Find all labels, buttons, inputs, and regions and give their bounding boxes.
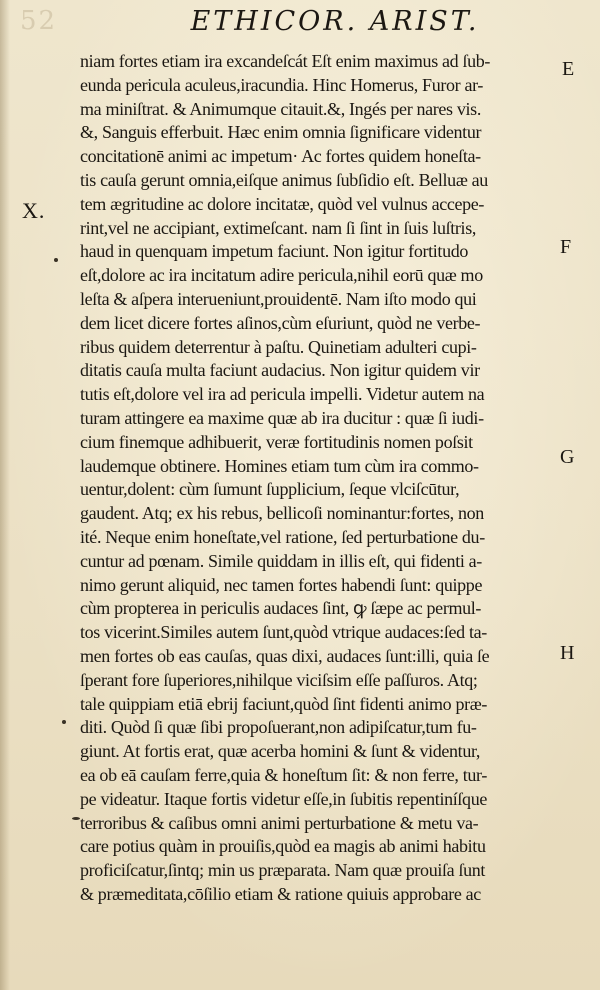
text-line: haud in quenquam impetum faciunt. Non igitur fortitudo [80,241,469,262]
text-line: ditatis cauſa multa faciunt audacius. Non igitur quidem vir [80,360,480,381]
text-line: laudemque obtinere. Homines etiam tum cùm ira commo- [80,455,479,476]
page-number: 52 [20,6,58,36]
text-line: tis cauſa gerunt omnia,eiſque animus ſubſidio eſt. Belluæ au [80,169,488,190]
margin-letter-f: F [560,236,572,258]
text-line: turam attingere ea maxime quæ ab ira ducitur : quæ ſi iudi- [80,407,484,428]
page-gutter-shadow [0,0,10,990]
text-line: ité. Neque enim honeſtate,vel ratione, ſed perturbatione du- [80,526,485,547]
body-text [80,50,562,907]
text-line: care potius quàm in prouiſis,quòd ea magis ab animi habitu [80,836,486,857]
text-line: giunt. At fortis erat, quæ acerba homini & ſunt & videntur, [80,741,481,762]
text-line: tos vicerint.Similes autem ſunt,quòd vtrique audaces:ſed ta- [80,622,487,643]
text-line: ſperant fore ſuperiores,nihilque viciſsim eſſe paſſuros. Atq; [80,669,478,690]
text-line: rint,vel ne accipiant, extimeſcant. nam ſi ſint in ſuis luſtris, [80,217,477,238]
margin-letter-g: G [560,446,575,468]
text-line: tale quippiam etiā ebrij faciunt,quòd ſint fidenti animo præ- [80,693,488,714]
text-line: niam fortes etiam ira excandeſcát Eſt enim maximus ad ſub- [80,51,491,71]
text-line: cium finemque adhibuerit, veræ fortitudinis nomen poſsit [80,431,473,452]
text-line: nimo gerunt aliquid, nec tamen fortes habendi ſunt: quippe [80,574,483,595]
text-line: pe videatur. Itaque fortis videtur eſſe,in ſubitis repentiníſque [80,788,487,809]
chapter-numeral: X. [22,198,46,223]
text-line: men fortes ob eas cauſas, quas dixi, audaces ſunt:illi, quia ſe [80,645,490,666]
text-line: cuntur ad pœnam. Simile quiddam in illis eſt, qui fidenti a- [80,550,482,571]
text-line: diti. Quòd ſi quæ ſibi propoſuerant,non adipiſcatur,tum fu- [80,717,477,738]
text-line: gaudent. Atq; ex his rebus, bellicoſi nominantur:fortes, non [80,503,484,524]
ink-speck [54,258,58,262]
text-line: ea ob eā cauſam ferre,quia & honeſtum ſit: & non ferre, tur- [80,764,487,785]
text-line: eunda pericula aculeus,iracundia. Hinc Homerus, Furor ar- [80,74,484,95]
text-line: leſta & aſpera interueniunt,prouidentē. Nam iſto modo qui [80,288,477,309]
text-line: dem licet dicere fortes aſinos,cùm eſuriunt, quòd ne verbe- [80,312,481,333]
text-line: eſt,dolore ac ira incitatum adire pericula,nihil eorū quæ mo [80,265,483,286]
text-line: uentur,dolent: cùm ſumunt ſupplicium, ſeque vlciſcūtur, [80,479,460,500]
text-line: ribus quidem deterrentur à paſtu. Quinetiam adulteri cupi- [80,336,477,357]
text-line: concitationē animi ac impetum· Ac fortes quidem honeſta- [80,146,481,167]
text-line: terroribus & caſibus omni animi perturbatione & metu va- [80,812,479,833]
margin-letter-h: H [560,642,575,664]
ink-speck [72,817,80,820]
text-line: cùm propterea in periculis audaces ſint, ꝙ ſæpe ac permul- [80,598,482,619]
text-line: tem ægritudine ac dolore incitatæ, quòd vel vulnus accepe- [80,193,485,214]
ink-speck [62,720,66,724]
text-line: ma miniſtrat. & Animumque citauit.&, Ingés per nares vis. [80,98,481,119]
text-line: &, Sanguis efferbuit. Hæc enim omnia ſignificare videntur [80,122,482,143]
text-line: tutis eſt,dolore vel ira ad pericula impelli. Videtur autem na [80,384,485,405]
text-line: proficiſcatur,ſintq; min us præparata. Nam quæ prouiſa ſunt [80,860,486,881]
running-head: ETHICOR. ARIST. [190,6,480,37]
margin-letter-e: E [562,58,575,80]
text-line: & præmeditata,cōſilio etiam & ratione quiuis approbare ac [80,883,481,904]
